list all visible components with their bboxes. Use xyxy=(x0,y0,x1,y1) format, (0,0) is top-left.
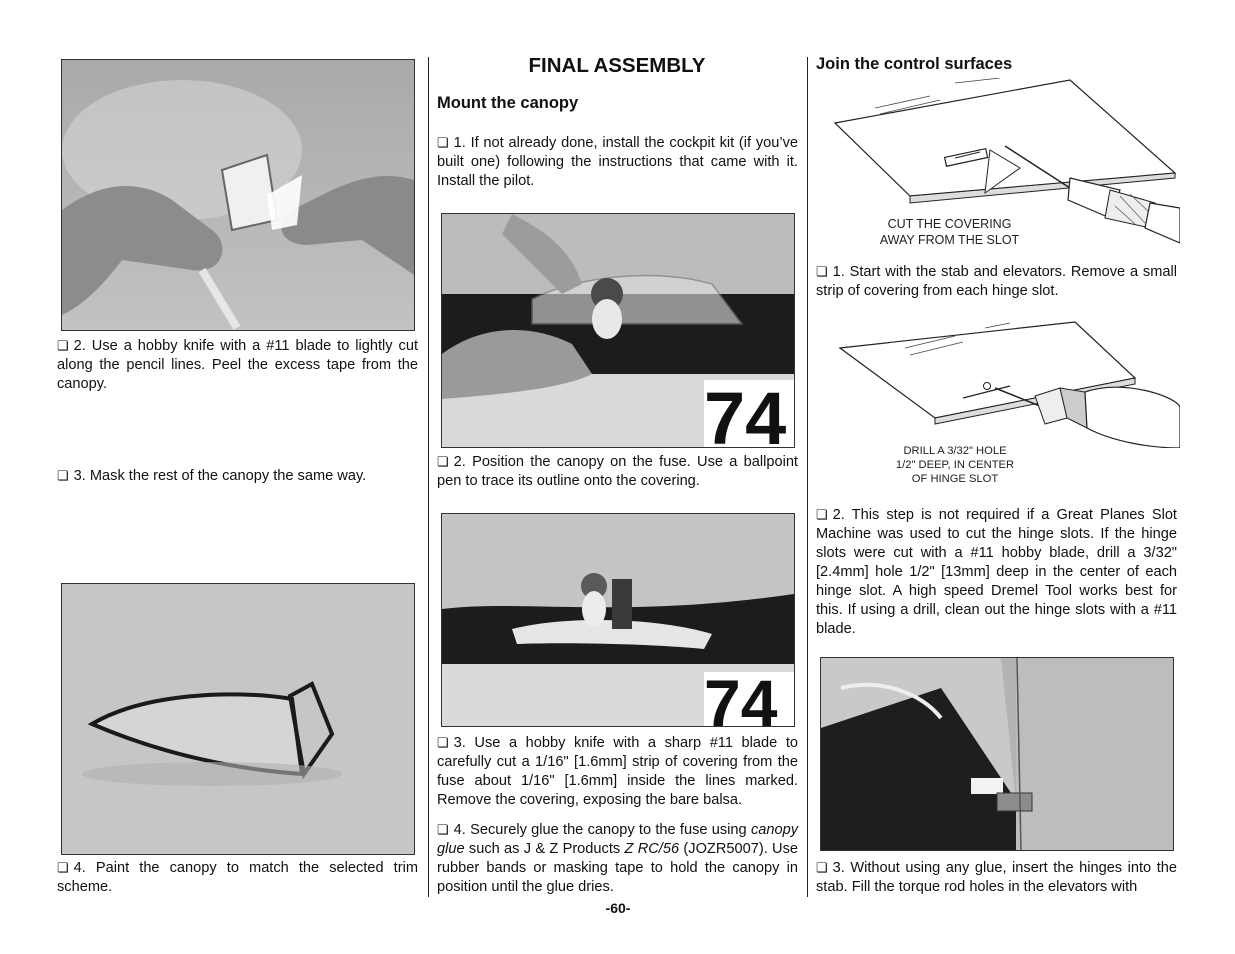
subsection-mount-canopy: Mount the canopy xyxy=(437,94,579,112)
checkbox-icon[interactable]: ❏ xyxy=(816,860,828,875)
page-number: -60- xyxy=(605,900,631,916)
right-step1-text: ❏ 1. Start with the stab and elevators. Remove a small strip of covering from each hinge slot. xyxy=(816,264,1177,299)
middle-step1-text: ❏ 1. If not already done, install the cockpit kit (if you’ve built one) following the instructions that came with it. Install the pilot. xyxy=(437,135,798,189)
right-step2-text: ❏ 2. This step is not required if a Great Planes Slot Machine was used to cut the hinge slots. If the hinge slots were cut with a #11 hobby blade, drill a 3/32" [2.4mm] hole 1/2" [13mm] deep in the center of each hinge slot. A high speed Dremel Tool works best for this. If using a drill, clean out the hinge slots with a #11 blade. xyxy=(816,507,1177,637)
column-divider-right xyxy=(807,57,808,897)
photo-masked-canopy xyxy=(61,583,415,855)
checkbox-icon[interactable]: ❏ xyxy=(437,454,449,469)
checkbox-icon[interactable]: ❏ xyxy=(816,264,828,279)
column-divider-left xyxy=(428,57,429,897)
diagram-drill-hole-label: DRILL A 3/32" HOLE 1/2" DEEP, IN CENTER OF HINGE SLOT xyxy=(895,445,1015,485)
diagram-cut-covering-label: CUT THE COVERING AWAY FROM THE SLOT xyxy=(879,217,1020,247)
left-step4-text: ❏ 4. Paint the canopy to match the selected trim scheme. xyxy=(57,860,418,895)
subsection-join-control-surfaces: Join the control surfaces xyxy=(816,55,1013,73)
left-step3-text: ❏ 3. Mask the rest of the canopy the same way. xyxy=(57,468,367,484)
photo-hinges-in-stab xyxy=(820,657,1174,851)
checkbox-icon[interactable]: ❏ xyxy=(437,735,449,750)
right-step3-text: ❏ 3. Without using any glue, insert the hinges into the stab. Fill the torque rod holes in the elevators with xyxy=(816,860,1177,895)
left-step2-text: ❏ 2. Use a hobby knife with a #11 blade to lightly cut along the pencil lines. Peel the excess tape from the canopy. xyxy=(57,338,418,392)
photo-positioning-canopy xyxy=(441,213,795,448)
checkbox-icon[interactable]: ❏ xyxy=(816,507,828,522)
checkbox-icon[interactable]: ❏ xyxy=(57,468,69,483)
race-number: 74 xyxy=(704,377,787,447)
photo-taping-canopy xyxy=(61,59,415,331)
diagram-drill-hole-svg xyxy=(835,318,1180,448)
checkbox-icon[interactable]: ❏ xyxy=(57,860,69,875)
checkbox-icon[interactable]: ❏ xyxy=(437,135,449,150)
diagram-drill-hole xyxy=(835,318,1180,448)
middle-step2-text: ❏ 2. Position the canopy on the fuse. Use a ballpoint pen to trace its outline onto the covering. xyxy=(437,454,798,489)
photo-cut-covering xyxy=(441,513,795,727)
middle-step4-text: ❏ 4. Securely glue the canopy to the fuse using canopy glue such as J & Z Products Z RC/56 (JOZR5007). Use rubber bands or masking tape to hold the canopy in position until the glue dries. xyxy=(437,822,799,895)
middle-step3-text: ❏ 3. Use a hobby knife with a sharp #11 blade to carefully cut a 1/16" [1.6mm] strip of covering from the fuse about 1/16" [1.6mm] inside the lines marked. Remove the covering, exposing the bare balsa. xyxy=(437,735,798,808)
section-title: FINAL ASSEMBLY xyxy=(528,54,706,77)
race-number: 74 xyxy=(704,666,778,726)
checkbox-icon[interactable]: ❏ xyxy=(437,822,449,837)
checkbox-icon[interactable]: ❏ xyxy=(57,338,69,353)
